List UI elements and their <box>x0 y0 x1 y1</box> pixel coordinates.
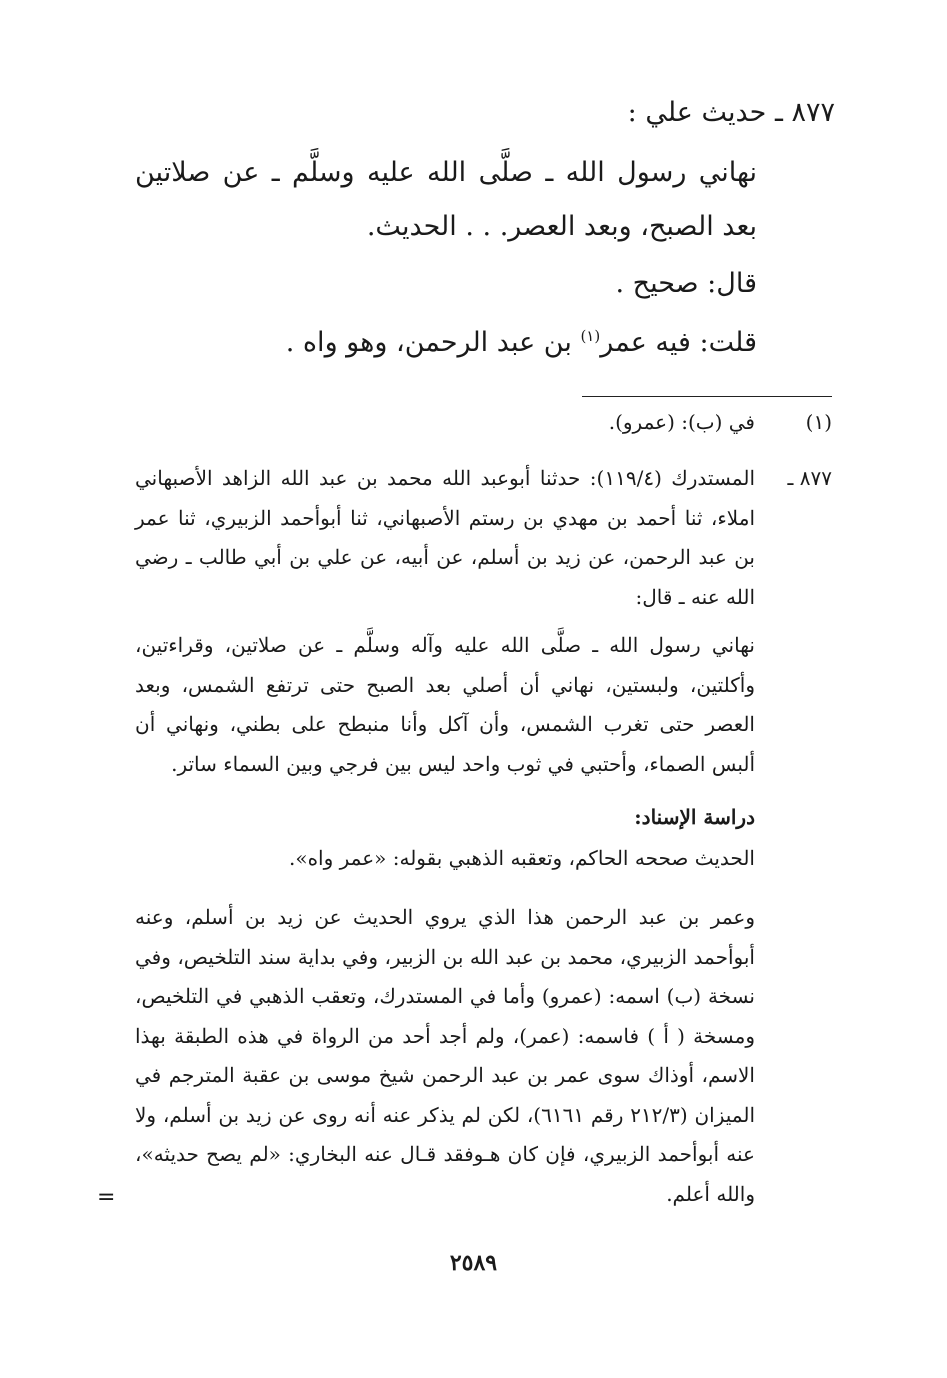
takhrij-text: المستدرك (١١٩/٤): حدثنا أبوعبد الله محمد بن عبد الله الزاهد الأصبهاني املاء، ثنا أحمد بن مهدي بن رستم الأصبهاني، ثنا أبوأحمد الزبيري، ثنا عمر بن عبد الرحمن، عن زيد بن أسلم، عن أبيه، عن علي بن أبي طالب ـ رضي الله عنه ـ قال: <box>135 466 756 609</box>
continuation-mark: = <box>97 1185 116 1210</box>
hadith-heading <box>135 86 835 140</box>
qultu-line: قلت: فيه عمر$^{(١)}$ بن عبد الرحمن، وهو واه . <box>285 327 757 358</box>
footnote-marker: (١) <box>805 410 832 434</box>
hadith-body: نهاني رسول الله ـ صلَّى الله عليه وسلَّم ـ عن صلاتين بعد الصبح، وبعد العصر. . . الحديث. <box>135 157 757 242</box>
takhrij-number: ٨٧٧ ـ <box>787 466 832 490</box>
matn-text: نهاني رسول الله ـ صلَّى الله عليه وآله وسلَّم ـ عن صلاتين، وقراءتين، وأكلتين، ولبستين، نهاني أن أصلي بعد الصبح حتى ترتفع الشمس، وبعد العصر حتى تغرب الشمس، وأن آكل وأنا منبطح على بطني، ونهاني أن ألبس الصماء، وأحتبي في ثوب واحد ليس بين فرجي وبين السماء ساتر. <box>135 633 755 776</box>
hadith-number: ٨٧٧ ـ <box>774 97 835 128</box>
hadith-title: حديث علي : <box>627 97 767 128</box>
dirasa-heading: دراسة الإسناد: <box>634 805 755 829</box>
footnote-text: في (ب): (عمرو). <box>608 410 755 434</box>
page-number: ٢٥٨٩ <box>449 1250 498 1276</box>
discussion-text: وعمر بن عبد الرحمن هذا الذي يروي الحديث عن زيد بن أسلم، وعنه أبوأحمد الزبيري، محمد بن عبد الله بن الزبير، وفي بداية سند التلخيص، وفي نسخة (ب) اسمه: (عمرو) وأما في المستدرك، وتعقب الذهبي في التلخيص، ومسخة ( أ ) فاسمه: (عمر)، ولم أجد أحد من الرواة في هذه الطبقة بهذا الاسم، أوذاك سوى عمر بن عبد الرحمن شيخ موسى بن عقبة المترجم في الميزان (٢١٢/٣ رقم ٦١٦١)، لكن لم يذكر عنه أنه روى عن زيد بن أسلم، ولا عنه أبوأحمد الزبيري، فإن كان هـوفقد قـال عنه البخاري: «لم يصح حديثه»، والله أعلم. <box>135 905 756 1206</box>
qala-line: قال: صحيح . <box>615 268 757 299</box>
footnote-ref: (١) <box>580 327 601 345</box>
footnote-divider <box>582 396 832 397</box>
dirasa-line: الحديث صححه الحاكم، وتعقبه الذهبي بقوله: «عمر واه». <box>288 846 755 870</box>
